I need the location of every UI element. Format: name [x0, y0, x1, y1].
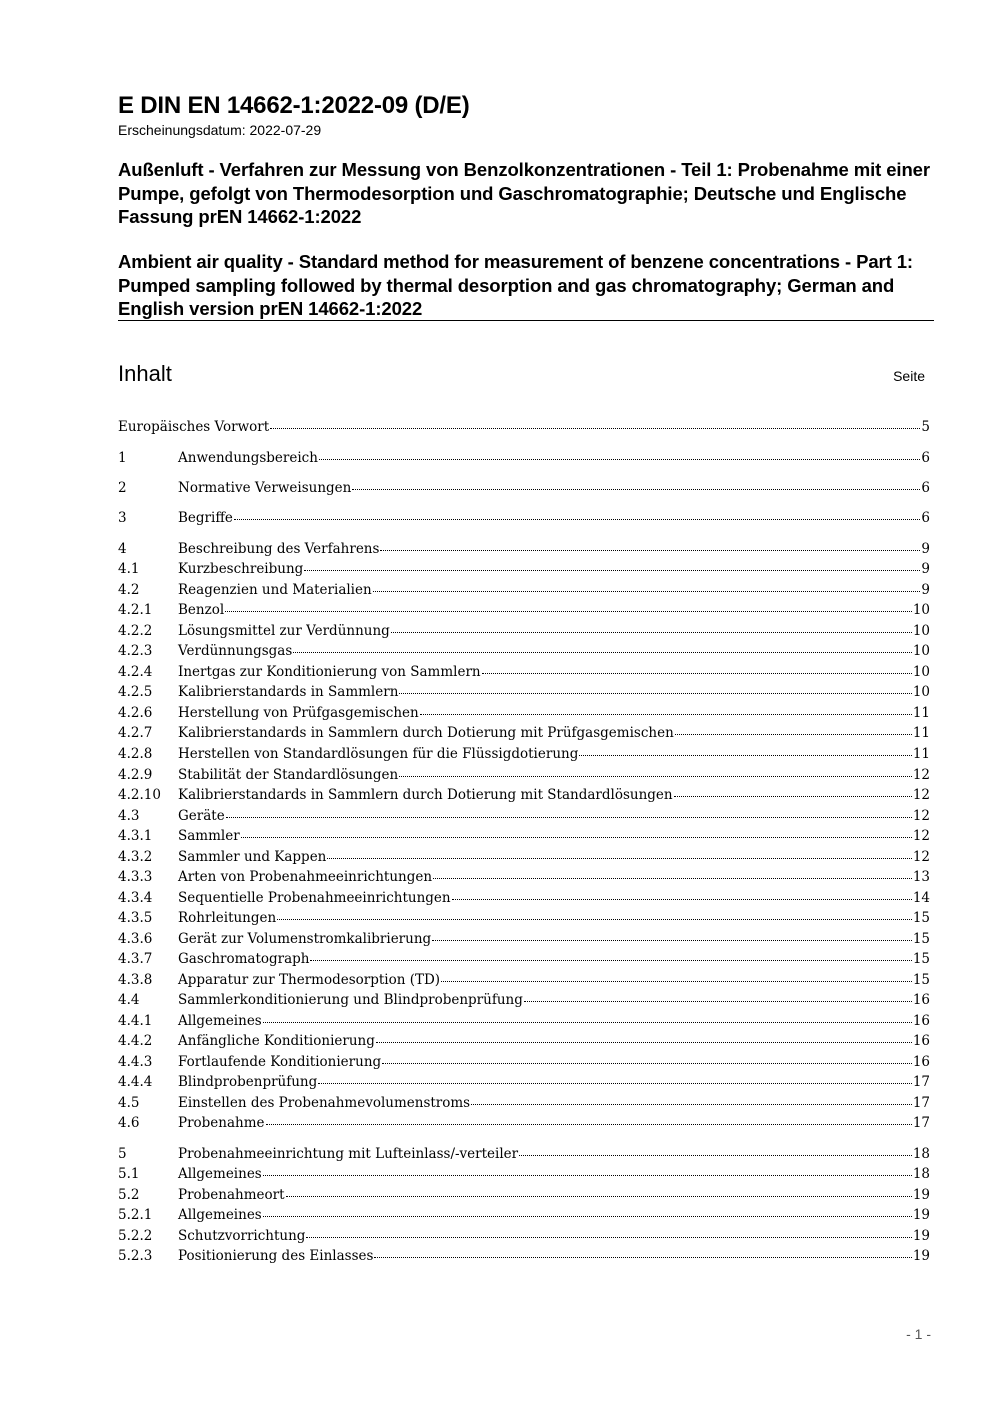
toc-entry-page: 15: [912, 910, 930, 926]
toc-entry-page: 10: [912, 664, 930, 680]
toc-entry-page: 16: [912, 1054, 930, 1070]
toc-entry[interactable]: [118, 621, 930, 641]
toc-entry-number: 4.2.2: [118, 623, 153, 639]
toc-entry[interactable]: [118, 908, 930, 928]
document-id: E DIN EN 14662-1:2022-09 (D/E): [118, 92, 470, 119]
toc-entry[interactable]: [118, 662, 930, 682]
toc-entry-title: Rohrleitungen: [178, 910, 277, 926]
document-title-german: Außenluft - Verfahren zur Messung von Benzolkonzentrationen - Teil 1: Probenahme mit einer Pumpe, gefolgt von Thermodesorption und Gaschromatographie; Deutsche und Englische Fassung prEN 14662-1:2022: [118, 159, 930, 227]
toc-dot-leader: [304, 569, 920, 571]
toc-entry-number: 4.3.1: [118, 828, 153, 844]
toc-entry[interactable]: [118, 682, 930, 702]
toc-entry-number: 5: [118, 1146, 127, 1162]
toc-dot-leader: [277, 918, 912, 920]
toc-entry-page: 9: [921, 561, 930, 577]
toc-entry[interactable]: [118, 508, 930, 528]
toc-entry-number: 4.2.6: [118, 705, 153, 721]
toc-entry[interactable]: [118, 641, 930, 661]
toc-entry-title: Herstellung von Prüfgasgemischen: [178, 705, 419, 721]
toc-entry-title: Positionierung des Einlasses: [178, 1248, 374, 1264]
toc-entry[interactable]: [118, 744, 930, 764]
toc-entry-title: Allgemeines: [178, 1013, 262, 1029]
toc-entry-number: 5.2: [118, 1187, 140, 1203]
toc-entry-number: 4.6: [118, 1115, 140, 1131]
toc-dot-leader: [318, 1082, 912, 1084]
toc-entry-page: 13: [912, 869, 930, 885]
toc-entry[interactable]: [118, 888, 930, 908]
toc-entry-title: Probenahmeeinrichtung mit Lufteinlass/-verteiler: [178, 1146, 519, 1162]
toc-entry-number: 4.3.4: [118, 890, 153, 906]
toc-dot-leader: [234, 518, 921, 520]
toc-entry-title: Blindprobenprüfung: [178, 1074, 318, 1090]
toc-entry-number: 4.4.1: [118, 1013, 153, 1029]
toc-entry[interactable]: [118, 448, 930, 468]
toc-entry[interactable]: [118, 703, 930, 723]
toc-entry-page: 11: [912, 746, 930, 762]
toc-entry[interactable]: [118, 806, 930, 826]
toc-entry[interactable]: [118, 580, 930, 600]
toc-dot-leader: [286, 1195, 912, 1197]
toc-entry-page: 11: [912, 705, 930, 721]
toc-entry-title: Allgemeines: [178, 1166, 262, 1182]
toc-dot-leader: [263, 1021, 912, 1023]
toc-entry-title: Reagenzien und Materialien: [178, 582, 372, 598]
toc-entry-page: 12: [912, 828, 930, 844]
toc-entry[interactable]: [118, 847, 930, 867]
toc-entry-title: Probenahme: [178, 1115, 265, 1131]
publication-date: Erscheinungsdatum: 2022-07-29: [118, 122, 322, 138]
toc-entry-number: 4.2.7: [118, 725, 153, 741]
toc-entry[interactable]: [118, 1011, 930, 1031]
toc-entry[interactable]: [118, 765, 930, 785]
toc-entry-number: 4.3.7: [118, 951, 153, 967]
toc-entry[interactable]: [118, 970, 930, 990]
toc-entry[interactable]: [118, 1052, 930, 1072]
toc-entry[interactable]: [118, 559, 930, 579]
toc-entry-number: 4.2.8: [118, 746, 153, 762]
document-title-english: Ambient air quality - Standard method for measurement of benzene concentrations - Part 1: Pumped sampling followed by thermal desorption and gas chromatography; German and English version prEN 14662-1:2022: [118, 251, 913, 319]
toc-dot-leader: [380, 549, 920, 551]
toc-entry-number: 2: [118, 480, 127, 496]
toc-entry-title: Verdünnungsgas: [178, 643, 293, 659]
toc-entry[interactable]: [118, 1093, 930, 1113]
toc-entry-page: 9: [921, 541, 930, 557]
toc-entry-title: Sequentielle Probenahmeeinrichtungen: [178, 890, 451, 906]
toc-dot-leader: [674, 795, 912, 797]
toc-entry-page: 10: [912, 623, 930, 639]
toc-entry-title: Probenahmeort: [178, 1187, 285, 1203]
toc-entry-title: Einstellen des Probenahmevolumenstroms: [178, 1095, 471, 1111]
toc-entry-page: 19: [912, 1248, 930, 1264]
toc-entry-title: Gaschromatograph: [178, 951, 310, 967]
toc-entry-number: 4.2.10: [118, 787, 161, 803]
toc-entry-page: 19: [912, 1228, 930, 1244]
toc-dot-leader: [374, 1256, 911, 1258]
toc-dot-leader: [432, 939, 912, 941]
toc-entry[interactable]: [118, 990, 930, 1010]
toc-entry-title: Lösungsmittel zur Verdünnung: [178, 623, 390, 639]
toc-dot-leader: [376, 1041, 912, 1043]
toc-dot-leader: [519, 1154, 912, 1156]
toc-entry[interactable]: [118, 785, 930, 805]
toc-dot-leader: [391, 631, 912, 633]
toc-dot-leader: [270, 427, 920, 429]
toc-entry-title: Stabilität der Standardlösungen: [178, 767, 399, 783]
toc-dot-leader: [263, 1215, 912, 1217]
toc-dot-leader: [579, 754, 911, 756]
toc-dot-leader: [382, 1062, 912, 1064]
toc-dot-leader: [266, 1123, 912, 1125]
toc-dot-leader: [293, 651, 912, 653]
toc-entry-number: 4.4.3: [118, 1054, 153, 1070]
toc-entry-page: 19: [912, 1207, 930, 1223]
toc-entry-number: 4.4.4: [118, 1074, 153, 1090]
toc-entry-title: Sammler: [178, 828, 240, 844]
header-divider: [118, 320, 934, 321]
toc-entry[interactable]: [118, 478, 930, 498]
toc-entry-number: 4.5: [118, 1095, 140, 1111]
toc-entry[interactable]: [118, 1031, 930, 1051]
toc-entry-title: Geräte: [178, 808, 225, 824]
toc-entry-number: 4.2.4: [118, 664, 153, 680]
toc-entry-title: Schutzvorrichtung: [178, 1228, 306, 1244]
toc-dot-leader: [306, 1236, 911, 1238]
toc-entry-page: 15: [912, 972, 930, 988]
toc-entry[interactable]: [118, 1185, 930, 1205]
toc-entry[interactable]: [118, 1144, 930, 1164]
toc-entry-title: Beschreibung des Verfahrens: [178, 541, 380, 557]
toc-entry-number: 4.3.8: [118, 972, 153, 988]
toc-entry-page: 12: [912, 787, 930, 803]
toc-entry-number: 4.2.9: [118, 767, 153, 783]
toc-dot-leader: [327, 857, 911, 859]
toc-entry-number: 5.2.1: [118, 1207, 153, 1223]
toc-entry-page: 14: [912, 890, 930, 906]
toc-entry-page: 10: [912, 602, 930, 618]
toc-entry-title: Anwendungsbereich: [178, 450, 318, 466]
toc-entry-page: 16: [912, 1013, 930, 1029]
toc-entry[interactable]: [118, 1164, 930, 1184]
toc-entry-title: Kalibrierstandards in Sammlern: [178, 684, 399, 700]
toc-entry-title: Kalibrierstandards in Sammlern durch Dotierung mit Standardlösungen: [178, 787, 673, 803]
toc-entry-title: Normative Verweisungen: [178, 480, 352, 496]
toc-dot-leader: [225, 610, 912, 612]
toc-dot-leader: [675, 733, 912, 735]
toc-entry-number: 4.1: [118, 561, 140, 577]
toc-entry[interactable]: [118, 949, 930, 969]
toc-entry-title: Benzol: [178, 602, 225, 618]
toc-entry[interactable]: [118, 1072, 930, 1092]
toc-entry-page: 6: [921, 480, 930, 496]
toc-entry-number: 4.4.2: [118, 1033, 153, 1049]
toc-entry-page: 12: [912, 849, 930, 865]
toc-entry-number: 4: [118, 541, 127, 557]
toc-entry-number: 4.3.6: [118, 931, 153, 947]
toc-entry-title: Sammlerkonditionierung und Blindprobenprüfung: [178, 992, 523, 1008]
toc-dot-leader: [420, 713, 912, 715]
toc-entry-number: 4.2: [118, 582, 140, 598]
toc-entry-page: 18: [912, 1146, 930, 1162]
toc-entry-page: 10: [912, 684, 930, 700]
toc-entry-number: 5.2.2: [118, 1228, 153, 1244]
toc-entry[interactable]: [118, 1246, 930, 1266]
toc-entry-page: 16: [912, 1033, 930, 1049]
toc-entry-page: 12: [912, 808, 930, 824]
toc-dot-leader: [241, 836, 912, 838]
toc-dot-leader: [471, 1103, 912, 1105]
toc-entry-number: 5.1: [118, 1166, 140, 1182]
toc-entry-page: 6: [921, 510, 930, 526]
toc-dot-leader: [441, 980, 912, 982]
toc-dot-leader: [399, 692, 911, 694]
toc-entry[interactable]: [118, 1226, 930, 1246]
toc-entry-number: 4.2.5: [118, 684, 153, 700]
toc-entry-number: 3: [118, 510, 127, 526]
toc-entry[interactable]: [118, 867, 930, 887]
toc-entry-title: Begriffe: [178, 510, 233, 526]
toc-entry[interactable]: [118, 723, 930, 743]
toc-entry-page: 5: [921, 419, 930, 435]
toc-entry-page: 15: [912, 931, 930, 947]
toc-entry-title: Herstellen von Standardlösungen für die Flüssigdotierung: [178, 746, 579, 762]
toc-entry-number: 4.3: [118, 808, 140, 824]
toc-entry-page: 11: [912, 725, 930, 741]
toc-entry-title: Fortlaufende Konditionierung: [178, 1054, 382, 1070]
toc-entry-page: 17: [912, 1074, 930, 1090]
toc-dot-leader: [433, 877, 912, 879]
toc-entry-page: 18: [912, 1166, 930, 1182]
toc-dot-leader: [524, 1000, 912, 1002]
toc-heading: Inhalt: [118, 361, 172, 386]
toc-entry[interactable]: [118, 539, 930, 559]
toc-entry-number: 5.2.3: [118, 1248, 153, 1264]
toc-entry[interactable]: [118, 929, 930, 949]
toc-dot-leader: [482, 672, 912, 674]
toc-entry-page: 16: [912, 992, 930, 1008]
toc-entry[interactable]: [118, 1113, 930, 1133]
toc-dot-leader: [399, 775, 912, 777]
toc-entry-page: 9: [921, 582, 930, 598]
toc-dot-leader: [310, 959, 911, 961]
toc-entry-page: 12: [912, 767, 930, 783]
toc-entry-page: 10: [912, 643, 930, 659]
toc-entry-page: 17: [912, 1095, 930, 1111]
toc-entry-number: 4.3.2: [118, 849, 153, 865]
toc-entry-number: 1: [118, 450, 127, 466]
toc-dot-leader: [452, 898, 912, 900]
toc-entry-title: Inertgas zur Konditionierung von Sammlern: [178, 664, 481, 680]
toc-entry-title: Kurzbeschreibung: [178, 561, 304, 577]
toc-entry-number: 4.3.3: [118, 869, 153, 885]
toc-entry-number: 4.3.5: [118, 910, 153, 926]
toc-entry[interactable]: [118, 417, 930, 437]
toc-entry[interactable]: [118, 826, 930, 846]
toc-dot-leader: [352, 488, 920, 490]
toc-dot-leader: [263, 1174, 912, 1176]
toc-entry-title: Arten von Probenahmeeinrichtungen: [178, 869, 433, 885]
toc-entry-title: Kalibrierstandards in Sammlern durch Dotierung mit Prüfgasgemischen: [178, 725, 674, 741]
toc-entry-title: Allgemeines: [178, 1207, 262, 1223]
toc-page-column-label: Seite: [893, 368, 925, 384]
toc-dot-leader: [373, 590, 921, 592]
toc-entry-title: Europäisches Vorwort: [118, 419, 270, 435]
toc-entry-page: 15: [912, 951, 930, 967]
toc-entry-page: 19: [912, 1187, 930, 1203]
toc-entry[interactable]: [118, 1205, 930, 1225]
toc-entry-number: 4.2.3: [118, 643, 153, 659]
toc-entry[interactable]: [118, 600, 930, 620]
toc-entry-title: Anfängliche Konditionierung: [178, 1033, 375, 1049]
toc-dot-leader: [226, 816, 912, 818]
toc-entry-number: 4.4: [118, 992, 140, 1008]
toc-entry-title: Gerät zur Volumenstromkalibrierung: [178, 931, 432, 947]
toc-entry-number: 4.2.1: [118, 602, 153, 618]
toc-entry-page: 17: [912, 1115, 930, 1131]
toc-entry-page: 6: [921, 450, 930, 466]
page-number: - 1 -: [906, 1326, 931, 1342]
toc-entry-title: Apparatur zur Thermodesorption (TD): [178, 972, 441, 988]
toc-entry-title: Sammler und Kappen: [178, 849, 327, 865]
toc-dot-leader: [319, 458, 920, 460]
